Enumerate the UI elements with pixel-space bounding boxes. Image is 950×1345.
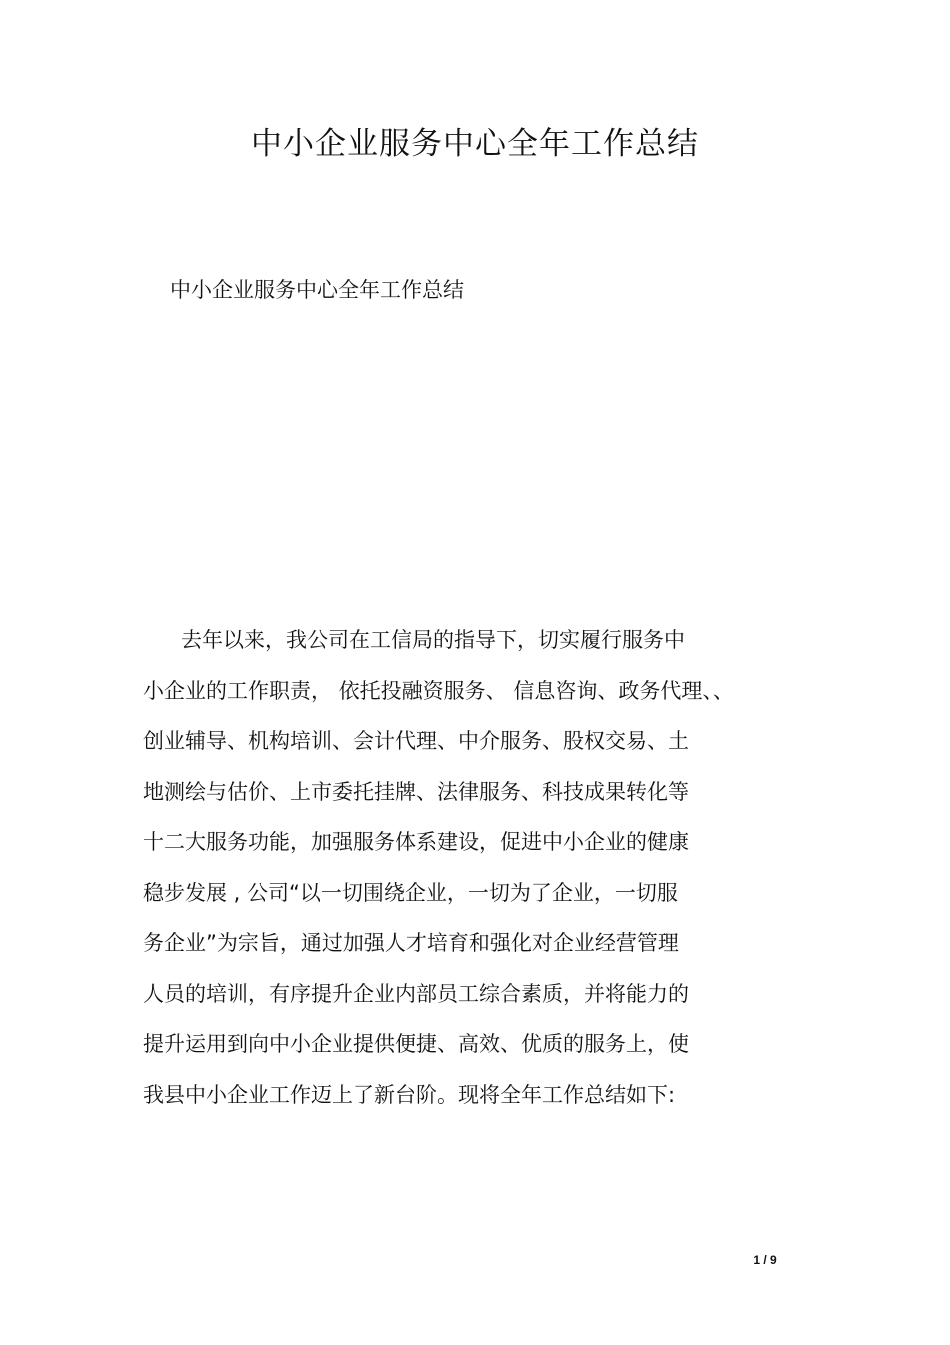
body-line: 创业辅导、机构培训、会计代理、中介服务、股权交易、土 xyxy=(143,729,689,753)
body-paragraph xyxy=(143,620,863,1125)
body-line: 务企业”为宗旨，通过加强人才培育和强化对企业经营管理 xyxy=(143,931,679,955)
document-subtitle: 中小企业服务中心全年工作总结 xyxy=(170,278,464,302)
document-title: 中小企业服务中心全年工作总结 xyxy=(251,126,699,162)
body-line: 去年以来，我公司在工信局的指导下，切实履行服务中 xyxy=(181,628,685,652)
body-line: 我县中小企业工作迈上了新台阶。现将全年工作总结如下: xyxy=(143,1082,676,1107)
page-number: 1 / 9 xyxy=(753,1253,777,1267)
body-line: 提升运用到向中小企业提供便捷、高效、优质的服务上，使 xyxy=(143,1032,689,1056)
body-line: 小企业的工作职责， 依托投融资服务、 信息咨询、政务代理、、 xyxy=(143,678,734,703)
body-line: 地测绘与估价、上市委托挂牌、法律服务、科技成果转化等 xyxy=(143,779,689,804)
body-line: 十二大服务功能，加强服务体系建设，促进中小企业的健康 xyxy=(143,830,689,854)
body-line: 稳步发展 , 公司“以一切围绕企业，一切为了企业，一切服 xyxy=(143,880,678,905)
body-line: 人员的培训，有序提升企业内部员工综合素质，并将能力的 xyxy=(143,981,689,1006)
